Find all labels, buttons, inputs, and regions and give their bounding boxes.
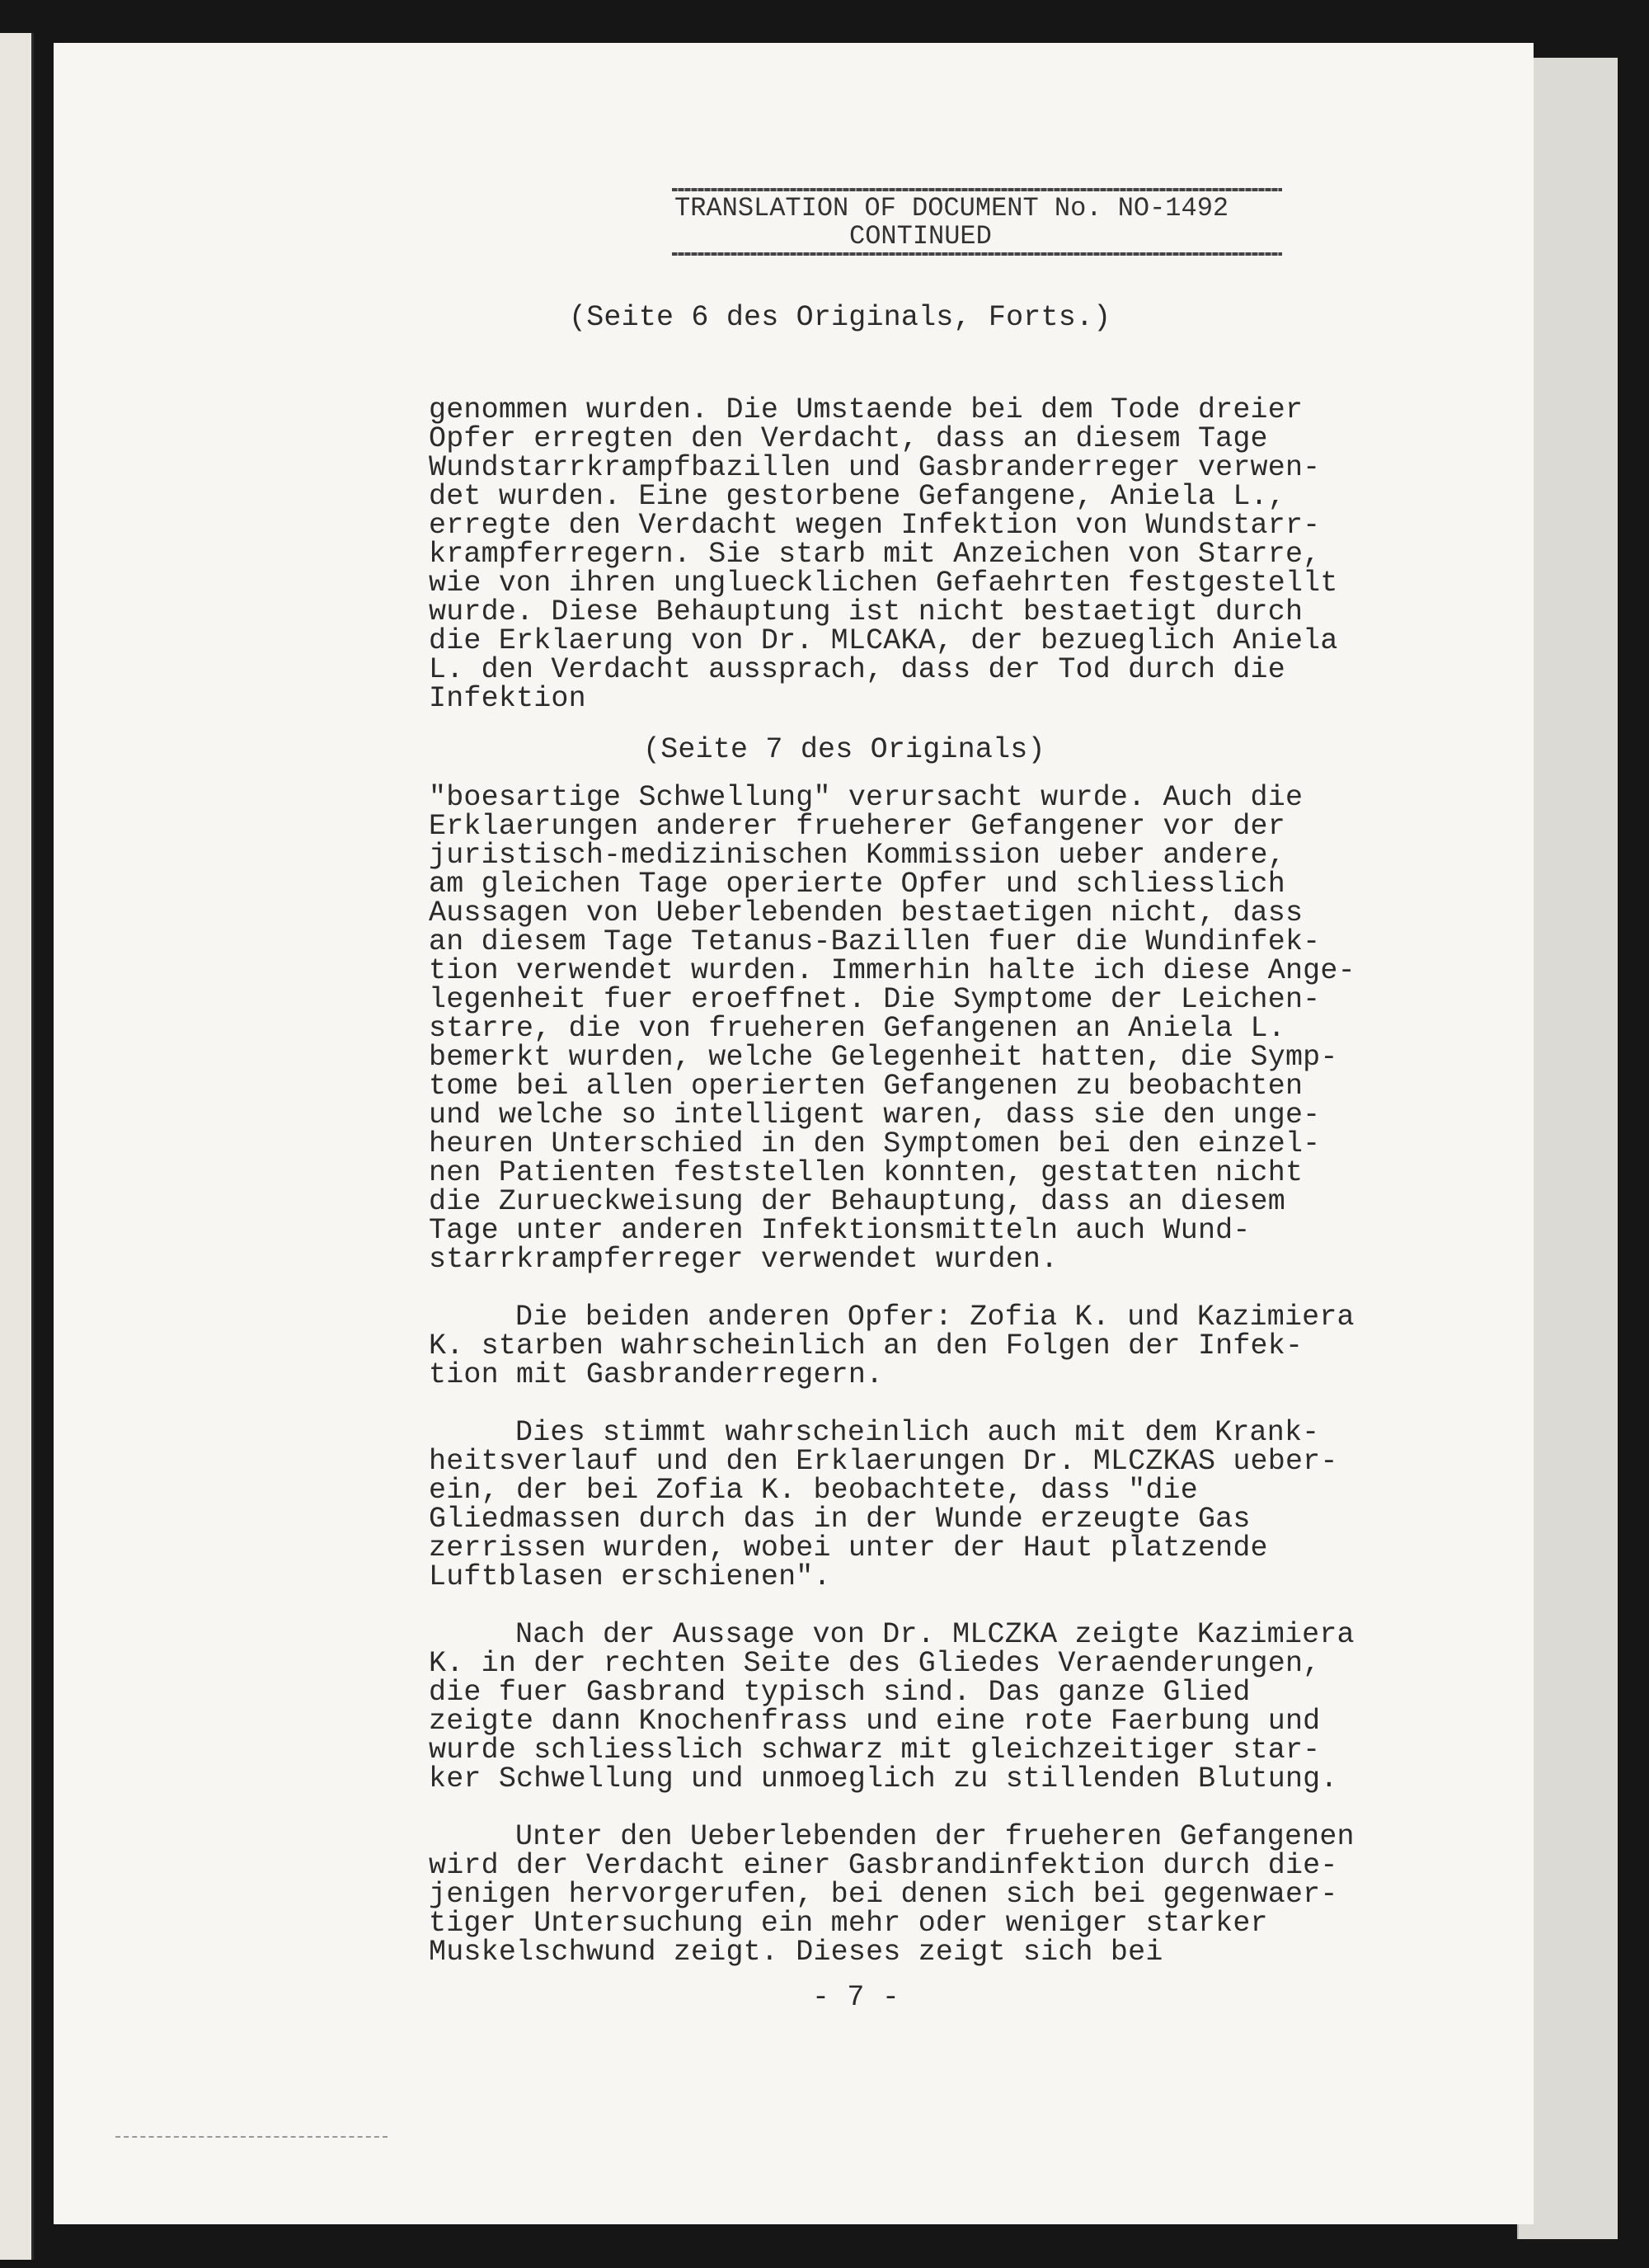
paragraph-line: Luftblasen erschienen".	[429, 1560, 831, 1593]
paragraph-line: wird der Verdacht einer Gasbrandinfektion durch die-	[429, 1849, 1338, 1882]
paragraph-line: tion mit Gasbranderregern.	[429, 1358, 884, 1391]
paragraph-line: die Zurueckweisung der Behauptung, dass an diesem	[429, 1185, 1285, 1218]
paragraph-line: nen Patienten feststellen konnten, gestatten nicht	[429, 1156, 1304, 1189]
paragraph-line: K. in der rechten Seite des Gliedes Veraenderungen,	[429, 1647, 1321, 1680]
paragraph-line: K. starben wahrscheinlich an den Folgen der Infek-	[429, 1329, 1304, 1362]
paragraph-line: starre, die von frueheren Gefangenen an Aniela L.	[429, 1012, 1285, 1045]
paragraph-line: bemerkt wurden, welche Gelegenheit hatten, die Symp-	[429, 1041, 1338, 1074]
paragraph-line: ein, der bei Zofia K. beobachtete, dass "die	[429, 1474, 1198, 1507]
section-heading: (Seite 7 des Originals)	[643, 733, 1045, 766]
paragraph-line: tiger Untersuchung ein mehr oder weniger starker	[429, 1907, 1268, 1940]
paragraph-line: L. den Verdacht aussprach, dass der Tod durch die	[429, 653, 1285, 686]
paragraph-line: ker Schwellung und unmoeglich zu stillenden Blutung.	[429, 1762, 1338, 1795]
paragraph-line: Wundstarrkrampfbazillen und Gasbranderreger verwen-	[429, 451, 1321, 484]
paragraph-line: starrkrampferreger verwendet wurden.	[429, 1243, 1059, 1276]
paragraph-line: Erklaerungen anderer frueherer Gefangener vor der	[429, 810, 1285, 843]
paragraph-line: Die beiden anderen Opfer: Zofia K. und Kazimiera	[515, 1301, 1355, 1334]
paragraph-line: tion verwendet wurden. Immerhin halte ich diese Ange-	[429, 954, 1355, 987]
paragraph-line: det wurden. Eine gestorbene Gefangene, Aniela L.,	[429, 480, 1285, 513]
paragraph-line: die fuer Gasbrand typisch sind. Das ganze Glied	[429, 1676, 1251, 1709]
fold-mark	[115, 2136, 388, 2138]
paragraph-line: Dies stimmt wahrscheinlich auch mit dem Krank-	[515, 1416, 1320, 1449]
paragraph-line: wie von ihren ungluecklichen Gefaehrten festgestellt	[429, 567, 1338, 600]
paragraph-line: zeigte dann Knochenfrass und eine rote Faerbung und	[429, 1705, 1321, 1738]
paragraph-line: die Erklaerung von Dr. MLCAKA, der bezueglich Aniela	[429, 624, 1338, 657]
paragraph-line: am gleichen Tage operierte Opfer und schliesslich	[429, 868, 1285, 901]
paragraph-line: und welche so intelligent waren, dass sie den unge-	[429, 1099, 1321, 1132]
paragraph-line: wurde schliesslich schwarz mit gleichzeitiger star-	[429, 1734, 1321, 1767]
header-rule-bottom	[672, 252, 1282, 256]
paragraph-line: tome bei allen operierten Gefangenen zu beobachten	[429, 1070, 1304, 1103]
paragraph-line: genommen wurden. Die Umstaende bei dem Tode dreier	[429, 393, 1304, 426]
paragraph-line: erregte den Verdacht wegen Infektion von Wundstarr-	[429, 509, 1321, 542]
header-rule-top	[672, 188, 1282, 191]
paragraph-line: legenheit fuer eroeffnet. Die Symptome der Leichen-	[429, 983, 1321, 1016]
paragraph-line: Unter den Ueberlebenden der frueheren Gefangenen	[515, 1820, 1355, 1853]
section-heading: (Seite 6 des Originals, Forts.)	[569, 301, 1111, 334]
paragraph-line: heuren Unterschied in den Symptomen bei den einzel-	[429, 1127, 1321, 1160]
paragraph-line: heitsverlauf und den Erklaerungen Dr. MLCZKAS ueber-	[429, 1445, 1338, 1478]
paragraph-line: Opfer erregten den Verdacht, dass an diesem Tage	[429, 422, 1268, 455]
paragraph-line: Nach der Aussage von Dr. MLCZKA zeigte Kazimiera	[515, 1618, 1355, 1651]
paragraph-line: juristisch-medizinischen Kommission ueber andere,	[429, 839, 1285, 872]
page-number: - 7 -	[812, 1981, 900, 2014]
paragraph-line: zerrissen wurden, wobei unter der Haut platzende	[429, 1532, 1268, 1565]
paragraph-line: an diesem Tage Tetanus-Bazillen fuer die Wundinfek-	[429, 925, 1321, 958]
document-title: TRANSLATION OF DOCUMENT No. NO-1492	[674, 193, 1229, 224]
paragraph-line: wurde. Diese Behauptung ist nicht bestaetigt durch	[429, 595, 1304, 628]
paragraph-line: Gliedmassen durch das in der Wunde erzeugte Gas	[429, 1503, 1251, 1536]
paragraph-line: Tage unter anderen Infektionsmitteln auch Wund-	[429, 1214, 1251, 1247]
adjacent-page-edge	[0, 33, 34, 2260]
paragraph-line: "boesartige Schwellung" verursacht wurde. Auch die	[429, 781, 1304, 814]
paragraph-line: Infektion	[429, 682, 586, 715]
paragraph-line: Muskelschwund zeigt. Dieses zeigt sich bei	[429, 1936, 1163, 1969]
paragraph-line: jenigen hervorgerufen, bei denen sich bei gegenwaer-	[429, 1878, 1338, 1911]
paragraph-line: krampferregern. Sie starb mit Anzeichen von Starre,	[429, 538, 1321, 571]
document-subtitle: CONTINUED	[849, 221, 992, 252]
paragraph-line: Aussagen von Ueberlebenden bestaetigen nicht, dass	[429, 896, 1304, 929]
